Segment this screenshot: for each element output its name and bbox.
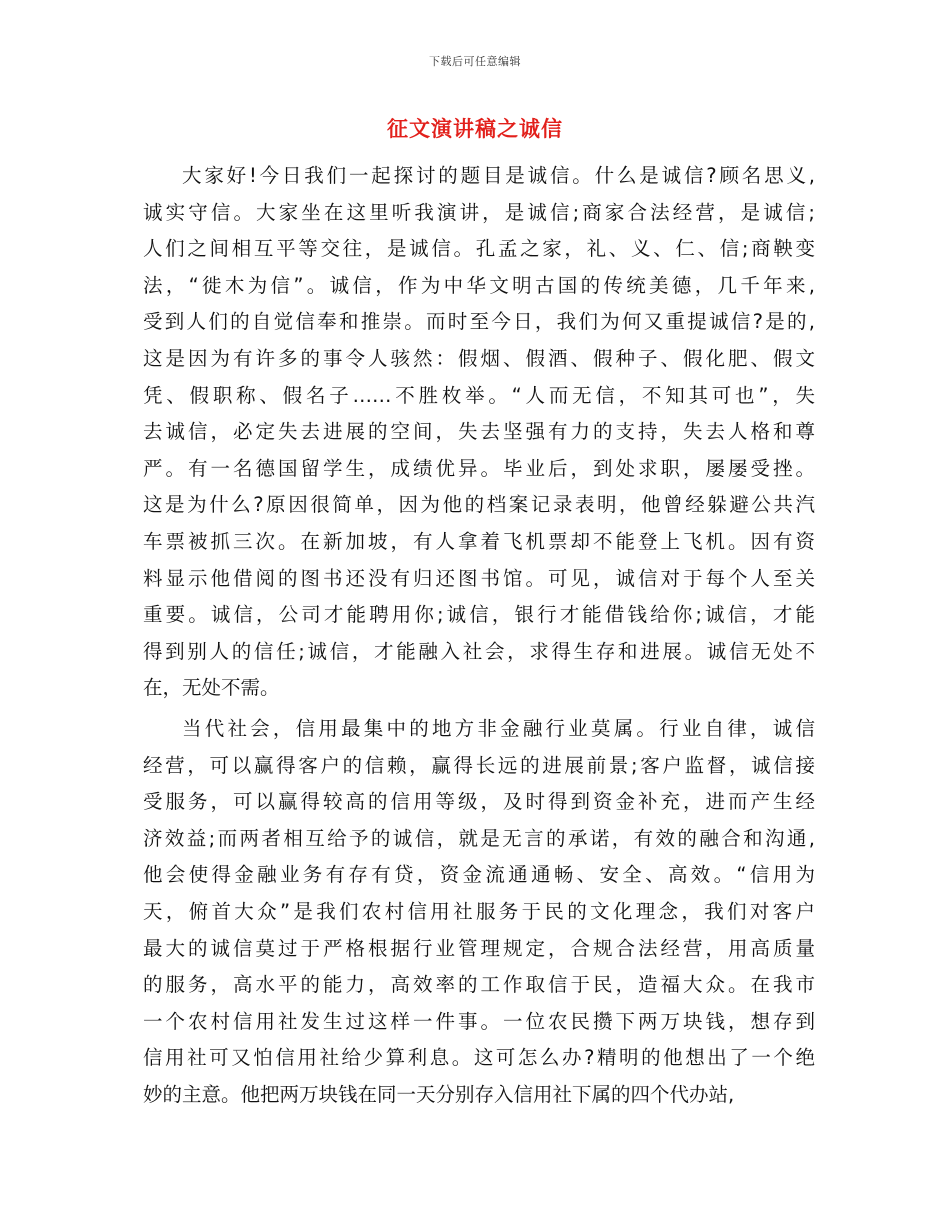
text-line: 去诚信，必定失去进展的空间，失去坚强有力的支持，失去人格和尊 [143, 420, 815, 444]
text-line: 这是因为有许多的事令人骇然：假烟、假酒、假种子、假化肥、假文 [143, 346, 815, 370]
header-note: 下载后可任意编辑 [429, 55, 521, 68]
paragraph-1 [143, 158, 815, 707]
text-line: 最大的诚信莫过于严格根据行业管理规定，合规合法经营，用高质量 [143, 936, 815, 960]
text-line: 重要。诚信，公司才能聘用你;诚信，银行才能借钱给你;诚信，才能 [143, 603, 815, 627]
text-line: 得到别人的信任;诚信，才能融入社会，求得生存和进展。诚信无处不 [143, 639, 815, 663]
text-line: 天，俯首大众”是我们农村信用社服务于民的文化理念，我们对客户 [143, 899, 815, 923]
text-line: 诚实守信。大家坐在这里听我演讲，是诚信;商家合法经营，是诚信; [143, 200, 815, 224]
text-line: 凭、假职称、假名子……不胜枚举。“人而无信，不知其可也”，失 [143, 383, 815, 407]
text-line: 在，无处不需。 [143, 676, 280, 700]
text-line: 妙的主意。他把两万块钱在同一天分别存入信用社下属的四个代办站, [143, 1082, 735, 1106]
text-line: 法，“徙木为信”。诚信，作为中华文明古国的传统美德，几千年来, [143, 273, 815, 297]
document-title: 征文演讲稿之诚信 [387, 117, 563, 141]
text-line: 料显示他借阅的图书还没有归还图书馆。可见，诚信对于每个人至关 [143, 566, 815, 590]
text-line: 当代社会，信用最集中的地方非金融行业莫属。行业自律，诚信 [182, 717, 815, 740]
text-line: 严。有一名德国留学生，成绩优异。毕业后，到处求职，屡屡受挫。 [143, 456, 815, 480]
text-line: 车票被抓三次。在新加坡，有人拿着飞机票却不能登上飞机。因有资 [143, 529, 815, 553]
text-line: 信用社可又怕信用社给少算利息。这可怎么办?精明的他想出了一个绝 [143, 1046, 815, 1070]
text-line: 济效益;而两者相互给予的诚信，就是无言的承诺，有效的融合和沟通, [143, 826, 815, 850]
text-line: 他会使得金融业务有存有贷，资金流通通畅、安全、高效。“信用为 [143, 863, 815, 887]
text-line: 人们之间相互平等交往，是诚信。孔孟之家，礼、义、仁、信;商鞅变 [143, 237, 815, 261]
text-line: 经营，可以赢得客户的信赖，赢得长远的进展前景;客户监督，诚信接 [143, 753, 815, 777]
text-line: 受服务，可以赢得较高的信用等级，及时得到资金补充，进而产生经 [143, 790, 815, 814]
text-line: 受到人们的自觉信奉和推崇。而时至今日，我们为何又重提诚信?是的, [143, 310, 815, 334]
text-line: 大家好!今日我们一起探讨的题目是诚信。什么是诚信?顾名思义, [182, 164, 815, 187]
text-line: 的服务，高水平的能力，高效率的工作取信于民，造福大众。在我市 [143, 973, 815, 997]
text-line: 一个农村信用社发生过这样一件事。一位农民攒下两万块钱，想存到 [143, 1009, 815, 1033]
paragraph-2 [143, 711, 815, 1114]
text-line: 这是为什么?原因很简单，因为他的档案记录表明，他曾经躲避公共汽 [143, 493, 815, 517]
